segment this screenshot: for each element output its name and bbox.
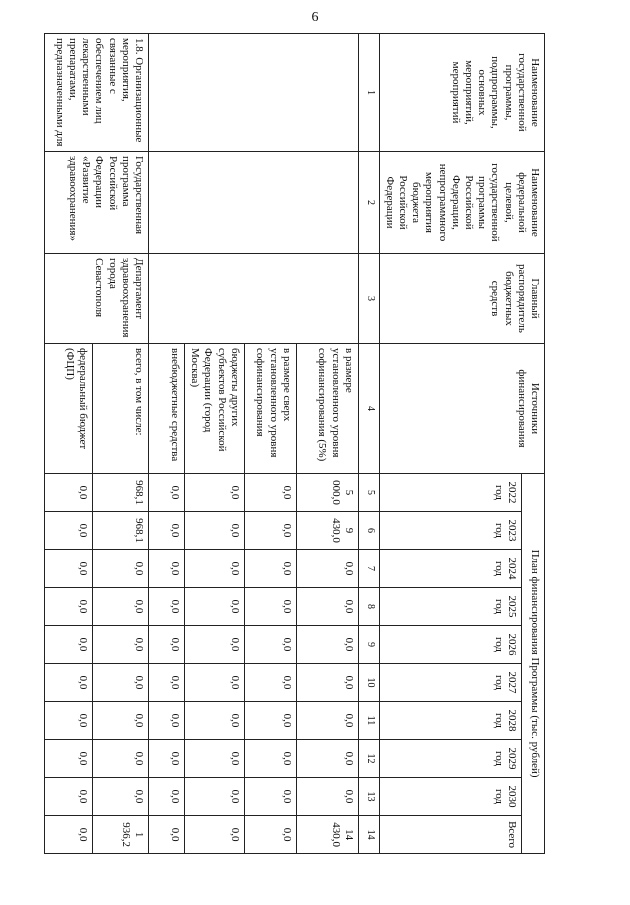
value-cell: 0,0 xyxy=(149,512,185,550)
year-header: 2025 год xyxy=(379,588,521,626)
value-cell: 0,0 xyxy=(149,626,185,664)
year-header: 2028 год xyxy=(379,702,521,740)
year-header: 2022 год xyxy=(379,474,521,512)
value-cell: 0,0 xyxy=(296,702,358,740)
value-cell: 0,0 xyxy=(149,474,185,512)
rotated-table-wrapper xyxy=(53,33,545,853)
value-cell: 0,0 xyxy=(45,816,93,854)
value-cell: 0,0 xyxy=(244,740,296,778)
value-cell: 0,0 xyxy=(45,474,93,512)
column-number: 14 xyxy=(358,816,379,854)
table-row xyxy=(296,34,358,854)
value-cell: 0,0 xyxy=(185,588,245,626)
value-cell: 0,0 xyxy=(244,816,296,854)
funding-source-cell: в размере сверх установленного уровня софинансирования xyxy=(244,344,296,474)
funding-source-cell: в размере установленного уровня софинансирования (5%) xyxy=(296,344,358,474)
value-cell: 0,0 xyxy=(185,474,245,512)
value-cell: 0,0 xyxy=(185,740,245,778)
year-header: Всего xyxy=(379,816,521,854)
header-program-name: Наименование государственной программы, подпрограммы, основных мероприятий, мероприятий xyxy=(379,34,544,152)
value-cell: 0,0 xyxy=(149,664,185,702)
value-cell: 0,0 xyxy=(185,664,245,702)
header-row-top xyxy=(522,34,545,854)
value-cell: 968,1 xyxy=(93,474,149,512)
value-cell: 0,0 xyxy=(93,702,149,740)
value-cell: 0,0 xyxy=(296,588,358,626)
value-cell: 0,0 xyxy=(185,626,245,664)
value-cell: 0,0 xyxy=(185,512,245,550)
value-cell: 0,0 xyxy=(244,512,296,550)
header-federal-program: Наименование федеральной целевой, государственной программы Российской Федерации, непрограммного мероприятия бюджета Российской Федерации xyxy=(379,152,544,254)
value-cell: 0,0 xyxy=(45,626,93,664)
value-cell: 0,0 xyxy=(45,512,93,550)
funding-source-cell: федеральный бюджет (ФЦП) xyxy=(45,344,93,474)
column-number: 4 xyxy=(358,344,379,474)
column-number: 10 xyxy=(358,664,379,702)
value-cell: 0,0 xyxy=(296,778,358,816)
funding-source-cell: внебюджетные средства xyxy=(149,344,185,474)
value-cell: 0,0 xyxy=(244,702,296,740)
column-number: 8 xyxy=(358,588,379,626)
table-row xyxy=(93,34,149,854)
value-cell: 0,0 xyxy=(244,474,296,512)
program-name-cell: 1.8. Организационные мероприятия, связанные с обеспечением лиц лекарственными препаратами, предназначенными для xyxy=(45,34,149,152)
value-cell: 0,0 xyxy=(45,702,93,740)
year-header: 2030 год xyxy=(379,778,521,816)
year-header: 2026 год xyxy=(379,626,521,664)
budget-manager-cell: Департамент здравоохранения города Севастополя xyxy=(45,254,149,344)
value-cell: 0,0 xyxy=(244,626,296,664)
column-number: 3 xyxy=(358,254,379,344)
value-cell: 0,0 xyxy=(149,816,185,854)
value-cell: 0,0 xyxy=(45,740,93,778)
federal-program-cell xyxy=(149,152,359,254)
value-cell: 0,0 xyxy=(93,550,149,588)
budget-manager-cell xyxy=(149,254,359,344)
value-cell: 0,0 xyxy=(185,550,245,588)
value-cell: 0,0 xyxy=(149,702,185,740)
year-header: 2029 год xyxy=(379,740,521,778)
column-number: 7 xyxy=(358,550,379,588)
column-number: 11 xyxy=(358,702,379,740)
value-cell: 0,0 xyxy=(185,816,245,854)
value-cell: 0,0 xyxy=(296,664,358,702)
value-cell: 14 430,0 xyxy=(296,816,358,854)
value-cell: 0,0 xyxy=(45,550,93,588)
value-cell: 0,0 xyxy=(93,740,149,778)
value-cell: 0,0 xyxy=(185,702,245,740)
value-cell: 0,0 xyxy=(93,626,149,664)
year-header: 2023 год xyxy=(379,512,521,550)
value-cell: 0,0 xyxy=(93,778,149,816)
value-cell: 0,0 xyxy=(244,778,296,816)
funding-source-cell: всего, в том числе: xyxy=(93,344,149,474)
value-cell: 968,1 xyxy=(93,512,149,550)
value-cell: 0,0 xyxy=(149,740,185,778)
column-number: 2 xyxy=(358,152,379,254)
page-number: 6 xyxy=(311,10,319,25)
column-number-row xyxy=(358,34,379,854)
value-cell: 0,0 xyxy=(93,664,149,702)
funding-source-cell: бюджеты других субъектов Российской Федерации (город Москва) xyxy=(185,344,245,474)
value-cell: 0,0 xyxy=(244,664,296,702)
header-budget-manager: Главный распорядитель бюджетных средств xyxy=(379,254,544,344)
column-number: 9 xyxy=(358,626,379,664)
financing-table xyxy=(44,33,545,854)
value-cell: 0,0 xyxy=(149,778,185,816)
column-number: 1 xyxy=(358,34,379,152)
column-number: 5 xyxy=(358,474,379,512)
value-cell: 0,0 xyxy=(45,664,93,702)
year-header: 2027 год xyxy=(379,664,521,702)
column-number: 6 xyxy=(358,512,379,550)
value-cell: 1 936,2 xyxy=(93,816,149,854)
year-header: 2024 год xyxy=(379,550,521,588)
value-cell: 0,0 xyxy=(149,588,185,626)
value-cell: 0,0 xyxy=(296,740,358,778)
value-cell: 0,0 xyxy=(185,778,245,816)
column-number: 12 xyxy=(358,740,379,778)
column-number: 13 xyxy=(358,778,379,816)
value-cell: 0,0 xyxy=(93,588,149,626)
value-cell: 0,0 xyxy=(45,588,93,626)
value-cell: 0,0 xyxy=(244,550,296,588)
value-cell: 0,0 xyxy=(45,778,93,816)
header-funding-sources: Источники финансирования xyxy=(379,344,544,474)
value-cell: 5 000,0 xyxy=(296,474,358,512)
header-financing-plan: План финансирования Программы (тыс. рублей) xyxy=(522,474,545,854)
value-cell: 0,0 xyxy=(244,588,296,626)
value-cell: 0,0 xyxy=(149,550,185,588)
program-name-cell xyxy=(149,34,359,152)
federal-program-cell: Государственная программа Российской Федерации «Развитие здравоохранения» xyxy=(45,152,149,254)
value-cell: 0,0 xyxy=(296,626,358,664)
value-cell: 0,0 xyxy=(296,550,358,588)
value-cell: 9 430,0 xyxy=(296,512,358,550)
